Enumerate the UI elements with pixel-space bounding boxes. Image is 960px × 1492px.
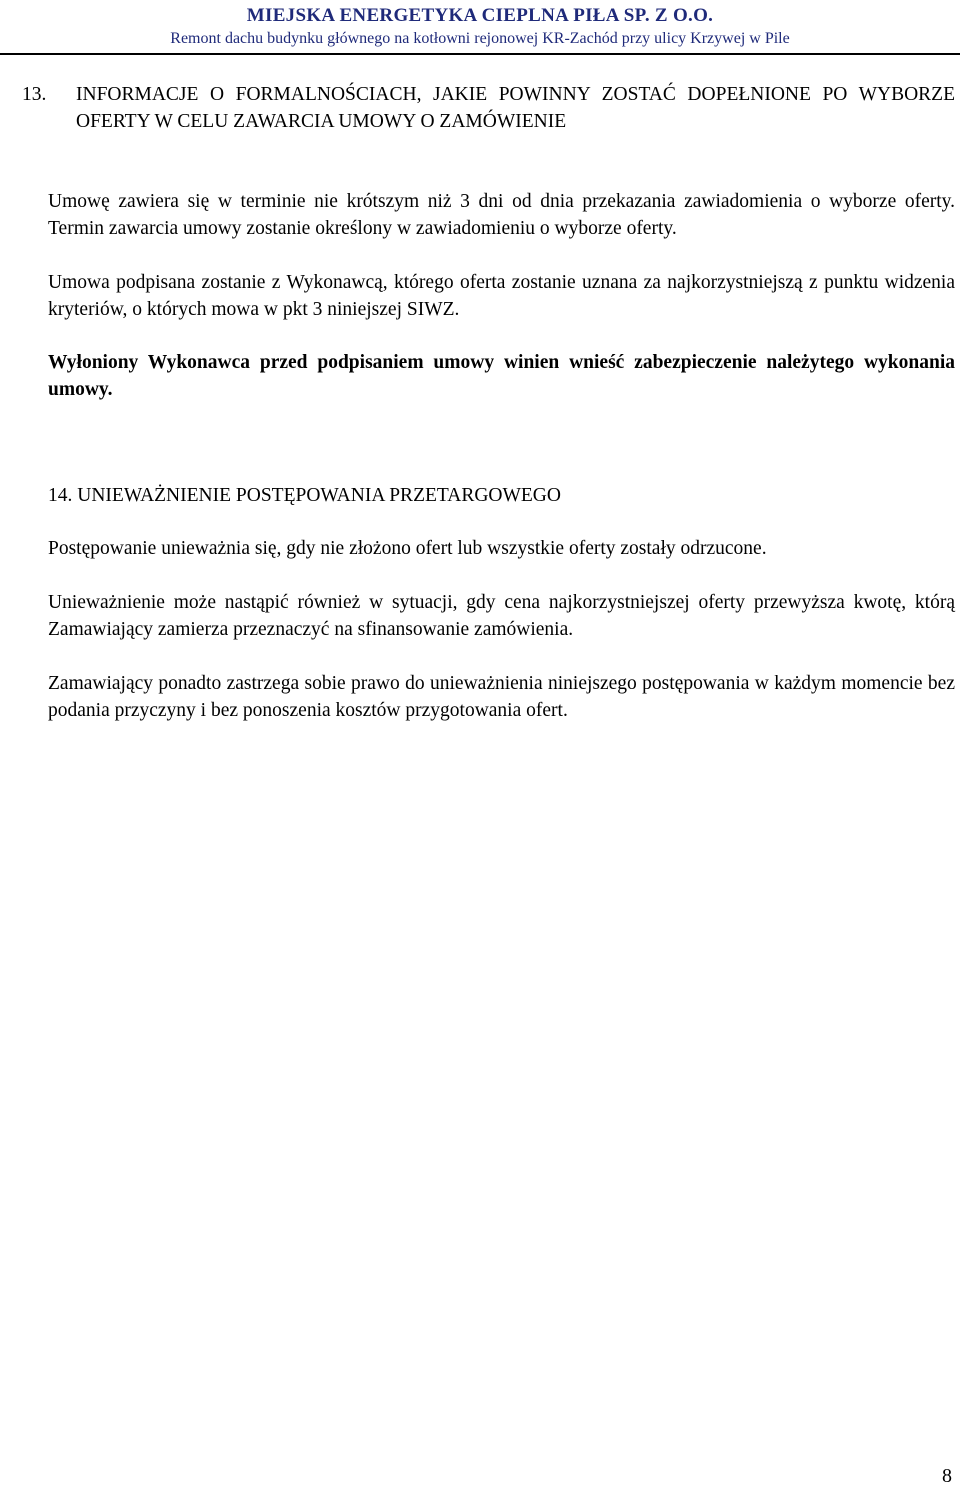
header-subtitle: Remont dachu budynku głównego na kotłowni rejonowej KR-Zachód przy ulicy Krzywej w Pile <box>170 30 790 47</box>
section-13-number: 13. <box>22 84 47 105</box>
header-company-name: MIEJSKA ENERGETYKA CIEPLNA PIŁA SP. Z O.O. <box>246 5 714 26</box>
section-13-paragraph-3-bold: Wyłoniony Wykonawca przed podpisaniem umowy winien wnieść zabezpieczenie należytego wykonania umowy. <box>48 352 955 400</box>
section-13-paragraph-1: Umowę zawiera się w terminie nie krótszym niż 3 dni od dnia przekazania zawiadomienia o wyborze oferty. Termin zawarcia umowy zostanie określony w zawiadomieniu o wyborze oferty. <box>48 191 955 239</box>
section-13-title: INFORMACJE O FORMALNOŚCIACH, JAKIE POWINNY ZOSTAĆ DOPEŁNIONE PO WYBORZE OFERTY W CELU ZAWARCIA UMOWY O ZAMÓWIENIE <box>76 84 955 132</box>
section-14-paragraph-2: Unieważnienie może nastąpić również w sytuacji, gdy cena najkorzystniejszej oferty przewyższa kwotę, którą Zamawiający zamierza przeznaczyć na sfinansowanie zamówienia. <box>48 592 955 640</box>
section-14-paragraph-3: Zamawiający ponadto zastrzega sobie prawo do unieważnienia niniejszego postępowania w każdym momencie bez podania przyczyny i bez ponoszenia kosztów przygotowania ofert. <box>48 673 955 721</box>
section-14-heading: 14. UNIEWAŻNIENIE POSTĘPOWANIA PRZETARGOWEGO <box>48 485 561 506</box>
page-header <box>0 4 960 49</box>
section-13-paragraph-2: Umowa podpisana zostanie z Wykonawcą, którego oferta zostanie uznana za najkorzystniejszą z punktu widzenia kryteriów, o których mowa w pkt 3 niniejszej SIWZ. <box>48 272 955 320</box>
page-number: 8 <box>942 1465 952 1487</box>
section-14-paragraph-1: Postępowanie unieważnia się, gdy nie złożono ofert lub wszystkie oferty zostały odrzucone. <box>48 538 767 559</box>
header-divider <box>0 53 960 55</box>
section-13-heading <box>22 82 955 135</box>
